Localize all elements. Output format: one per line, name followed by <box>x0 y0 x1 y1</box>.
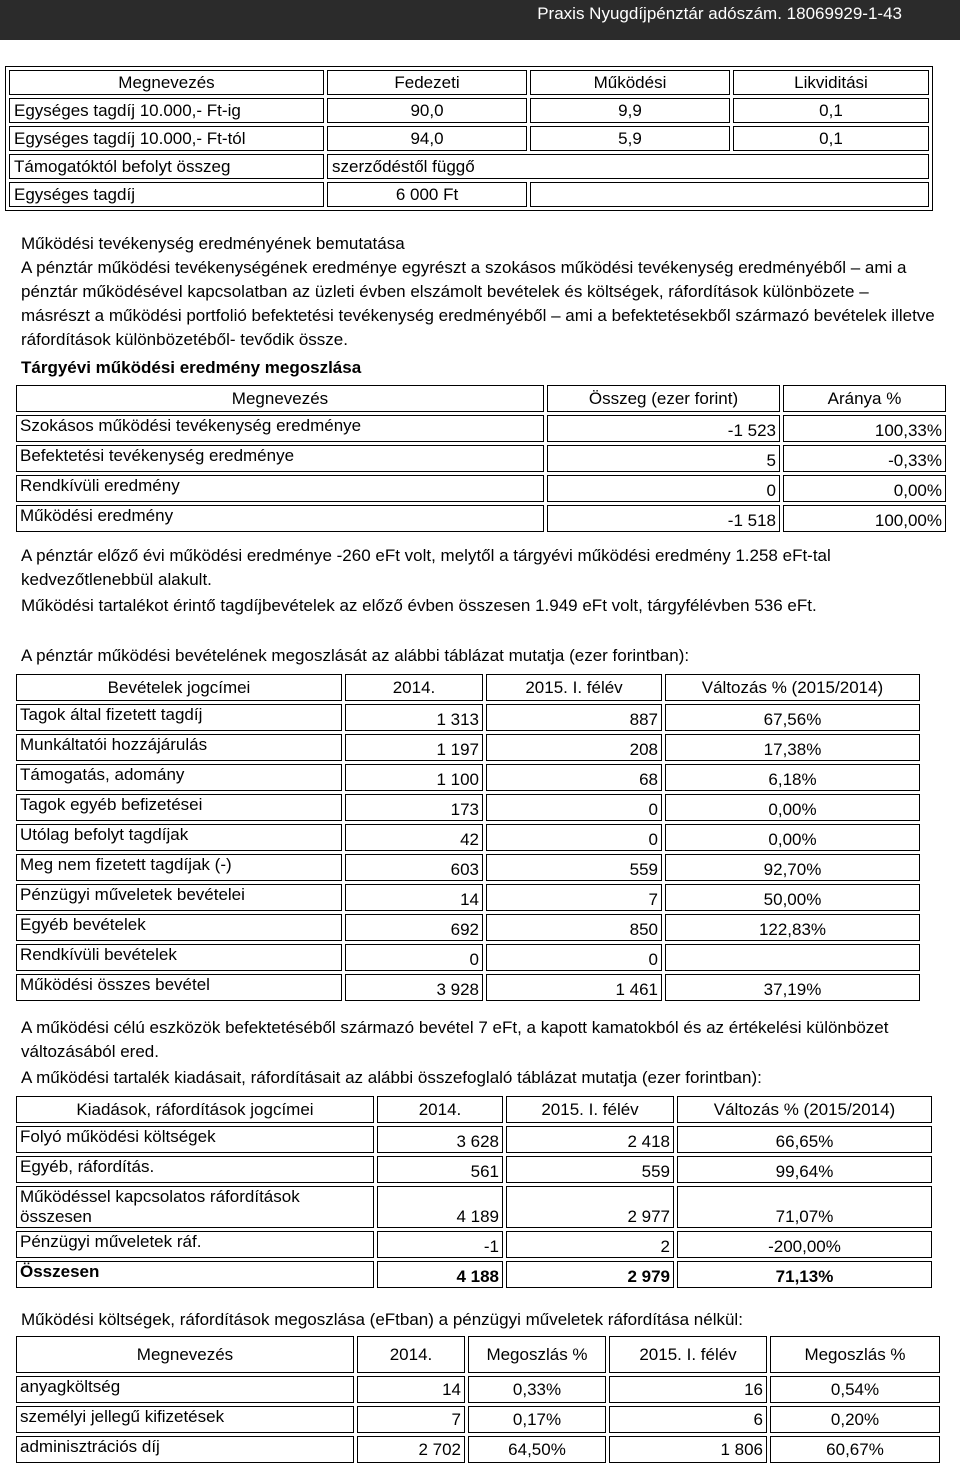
empty-cell <box>530 182 929 207</box>
result-cell: 100,33% <box>783 415 946 442</box>
cost-header: 2014. <box>357 1336 465 1373</box>
income-cell: 37,19% <box>665 974 920 1001</box>
alloc-header: Megnevezés <box>9 70 324 95</box>
income-cell: 559 <box>486 854 662 881</box>
income-cell: 0 <box>486 824 662 851</box>
cost-cell: 0,54% <box>770 1376 940 1403</box>
income-cell: Tagok által fizetett tagdíj <box>16 704 342 731</box>
alloc-cell: 9,9 <box>530 98 730 123</box>
alloc-cell: 5,9 <box>530 126 730 151</box>
cost-cell: 60,67% <box>770 1436 940 1463</box>
income-cell: Tagok egyéb befizetései <box>16 794 342 821</box>
support-label: Támogatóktól befolyt összeg <box>9 154 324 179</box>
alloc-cell: 90,0 <box>327 98 527 123</box>
header-text: Praxis Nyugdíjpénztár adószám. 18069929-1-43 <box>537 4 902 23</box>
allocation-table <box>5 66 933 211</box>
income-cell: 208 <box>486 734 662 761</box>
table-row <box>16 974 920 1001</box>
table-row <box>16 1406 940 1433</box>
table-row <box>16 824 920 851</box>
paragraph-investment: A működési célú eszközök befektetéséből származó bevétel 7 eFt, a kapott kamatokból és az értékelési különbözet változásából ered. <box>21 1018 889 1061</box>
income-header: 2015. I. félév <box>486 674 662 701</box>
expense-cell: 2 977 <box>506 1186 674 1228</box>
cost-header: Megnevezés <box>16 1336 354 1373</box>
result-cell: 100,00% <box>783 505 946 532</box>
income-cell: 0 <box>486 794 662 821</box>
income-cell: Támogatás, adomány <box>16 764 342 791</box>
alloc-cell: 94,0 <box>327 126 527 151</box>
income-cell: 887 <box>486 704 662 731</box>
cost-cell: 6 <box>609 1406 767 1433</box>
cost-cell: 0,33% <box>468 1376 606 1403</box>
income-cell: 0,00% <box>665 824 920 851</box>
table-row <box>16 854 920 881</box>
income-cell: 67,56% <box>665 704 920 731</box>
result-cell: 0,00% <box>783 475 946 502</box>
alloc-header: Likviditási <box>733 70 929 95</box>
result-cell: -1 523 <box>547 415 780 442</box>
paragraph-cost-intro: Működési költségek, ráfordítások megoszlása (eFtban) a pénzügyi műveletek ráfordítása nélkül: <box>21 1310 743 1329</box>
expense-cell: 559 <box>506 1156 674 1183</box>
table-row <box>16 944 920 971</box>
income-cell: Egyéb bevételek <box>16 914 342 941</box>
expense-cell: 66,65% <box>677 1126 932 1153</box>
income-cell: 122,83% <box>665 914 920 941</box>
result-header: Összeg (ezer forint) <box>547 385 780 412</box>
result-cell: 0 <box>547 475 780 502</box>
table-row <box>16 1261 932 1288</box>
income-cell: 1 313 <box>345 704 483 731</box>
expense-header: 2014. <box>377 1096 503 1123</box>
table-row <box>16 1231 932 1258</box>
table-row <box>16 1186 932 1228</box>
income-header: 2014. <box>345 674 483 701</box>
expense-cell: -200,00% <box>677 1231 932 1258</box>
cost-cell: 16 <box>609 1376 767 1403</box>
cost-table <box>13 1333 943 1466</box>
income-cell: 92,70% <box>665 854 920 881</box>
expense-cell: 561 <box>377 1156 503 1183</box>
income-cell: Működési összes bevétel <box>16 974 342 1001</box>
result-cell: -0,33% <box>783 445 946 472</box>
income-table <box>13 671 923 1004</box>
table-row <box>9 182 929 207</box>
expense-header: Kiadások, ráfordítások jogcímei <box>16 1096 374 1123</box>
cost-cell: anyagköltség <box>16 1376 354 1403</box>
income-cell: 6,18% <box>665 764 920 791</box>
income-cell: 0 <box>486 944 662 971</box>
fee-value: 6 000 Ft <box>327 182 527 207</box>
expense-cell: 71,07% <box>677 1186 932 1228</box>
cost-cell: 0,17% <box>468 1406 606 1433</box>
expense-cell: 4 188 <box>377 1261 503 1288</box>
result-cell: 5 <box>547 445 780 472</box>
table-row <box>16 1126 932 1153</box>
income-cell <box>665 944 920 971</box>
result-cell: -1 518 <box>547 505 780 532</box>
income-cell: 7 <box>486 884 662 911</box>
income-cell: Pénzügyi műveletek bevételei <box>16 884 342 911</box>
result-cell: Szokásos működési tevékenység eredménye <box>16 415 544 442</box>
cost-cell: 1 806 <box>609 1436 767 1463</box>
result-cell: Rendkívüli eredmény <box>16 475 544 502</box>
table-row <box>9 154 929 179</box>
alloc-cell: Egységes tagdíj 10.000,- Ft-ig <box>9 98 324 123</box>
support-value: szerződéstől függő <box>327 154 929 179</box>
income-cell: 173 <box>345 794 483 821</box>
result-header: Aránya % <box>783 385 946 412</box>
table-row <box>16 734 920 761</box>
page-header <box>0 0 960 40</box>
paragraph-fee-income: Működési tartalékot érintő tagdíjbevételek az előző évben összesen 1.949 eFt volt, tárgyfélévben 536 eFt. <box>21 596 817 615</box>
alloc-cell: 0,1 <box>733 126 929 151</box>
alloc-cell: Egységes tagdíj 10.000,- Ft-tól <box>9 126 324 151</box>
table-row <box>16 1156 932 1183</box>
section-subtitle: Tárgyévi működési eredmény megoszlása <box>21 358 362 377</box>
expense-cell: 71,13% <box>677 1261 932 1288</box>
cost-header: 2015. I. félév <box>609 1336 767 1373</box>
income-header: Változás % (2015/2014) <box>665 674 920 701</box>
income-cell: 0 <box>345 944 483 971</box>
cost-cell: adminisztrációs díj <box>16 1436 354 1463</box>
expense-header: 2015. I. félév <box>506 1096 674 1123</box>
expense-cell: Működéssel kapcsolatos ráfordítások összesen <box>16 1186 374 1228</box>
expense-cell: 3 628 <box>377 1126 503 1153</box>
table-row <box>16 704 920 731</box>
cost-cell: 7 <box>357 1406 465 1433</box>
income-cell: 68 <box>486 764 662 791</box>
table-row <box>16 415 946 442</box>
table-row <box>16 475 946 502</box>
paragraph-expense-intro: A működési tartalék kiadásait, ráfordításait az alábbi összefoglaló táblázat mutatja (ezer forintban): <box>21 1068 762 1087</box>
expense-cell: Folyó működési költségek <box>16 1126 374 1153</box>
cost-header: Megoszlás % <box>770 1336 940 1373</box>
alloc-cell: 0,1 <box>733 98 929 123</box>
table-row <box>16 505 946 532</box>
table-row <box>16 794 920 821</box>
income-cell: 3 928 <box>345 974 483 1001</box>
income-cell: 603 <box>345 854 483 881</box>
expense-cell: Egyéb, ráfordítás. <box>16 1156 374 1183</box>
income-cell: 42 <box>345 824 483 851</box>
table-row <box>9 126 929 151</box>
table-row <box>16 764 920 791</box>
ops-paragraph: A pénztár működési tevékenységének eredménye egyrészt a szokásos működési tevékenység eredményéből – ami a pénztár működésével kapcsolatban az üzleti évben elszámolt bevételek és költségek, ráfordítások különbözete – másrészt a működési portfolió befektetési tevékenység eredményéből – ami a befektetésekből származó bevételek illetve ráfordítások különbözetéből- tevődik össze. <box>21 258 935 349</box>
income-cell: 692 <box>345 914 483 941</box>
income-cell: 1 461 <box>486 974 662 1001</box>
result-cell: Befektetési tevékenység eredménye <box>16 445 544 472</box>
income-cell: Rendkívüli bevételek <box>16 944 342 971</box>
expense-table <box>13 1093 935 1291</box>
paragraph-income-intro: A pénztár működési bevételének megoszlását az alábbi táblázat mutatja (ezer forintban): <box>21 646 690 665</box>
expense-header: Változás % (2015/2014) <box>677 1096 932 1123</box>
section-title: Működési tevékenység eredményének bemutatása <box>21 234 405 253</box>
income-cell: Munkáltatói hozzájárulás <box>16 734 342 761</box>
paragraph-prev-year: A pénztár előző évi működési eredménye -260 eFt volt, melytől a tárgyévi működési eredmény 1.258 eFt-tal kedvezőtlenebbül alakult. <box>21 546 831 589</box>
table-row <box>16 1436 940 1463</box>
income-cell: Utólag befolyt tagdíjak <box>16 824 342 851</box>
income-cell: 1 197 <box>345 734 483 761</box>
income-cell: 1 100 <box>345 764 483 791</box>
cost-cell: 0,20% <box>770 1406 940 1433</box>
income-cell: 14 <box>345 884 483 911</box>
income-cell: 17,38% <box>665 734 920 761</box>
alloc-header: Működési <box>530 70 730 95</box>
expense-cell: 4 189 <box>377 1186 503 1228</box>
cost-cell: 14 <box>357 1376 465 1403</box>
table-row <box>16 914 920 941</box>
expense-cell: 2 979 <box>506 1261 674 1288</box>
fee-label: Egységes tagdíj <box>9 182 324 207</box>
income-cell: 0,00% <box>665 794 920 821</box>
result-table <box>13 382 949 535</box>
expense-cell: Összesen <box>16 1261 374 1288</box>
expense-cell: -1 <box>377 1231 503 1258</box>
cost-cell: 64,50% <box>468 1436 606 1463</box>
expense-cell: 2 418 <box>506 1126 674 1153</box>
expense-cell: 2 <box>506 1231 674 1258</box>
table-row <box>16 445 946 472</box>
income-cell: 50,00% <box>665 884 920 911</box>
result-header: Megnevezés <box>16 385 544 412</box>
expense-cell: 99,64% <box>677 1156 932 1183</box>
expense-cell: Pénzügyi műveletek ráf. <box>16 1231 374 1258</box>
table-row <box>16 884 920 911</box>
table-row <box>16 1376 940 1403</box>
income-cell: 850 <box>486 914 662 941</box>
table-row <box>9 98 929 123</box>
income-header: Bevételek jogcímei <box>16 674 342 701</box>
alloc-header: Fedezeti <box>327 70 527 95</box>
cost-cell: 2 702 <box>357 1436 465 1463</box>
cost-header: Megoszlás % <box>468 1336 606 1373</box>
income-cell: Meg nem fizetett tagdíjak (-) <box>16 854 342 881</box>
result-cell: Működési eredmény <box>16 505 544 532</box>
cost-cell: személyi jellegű kifizetések <box>16 1406 354 1433</box>
